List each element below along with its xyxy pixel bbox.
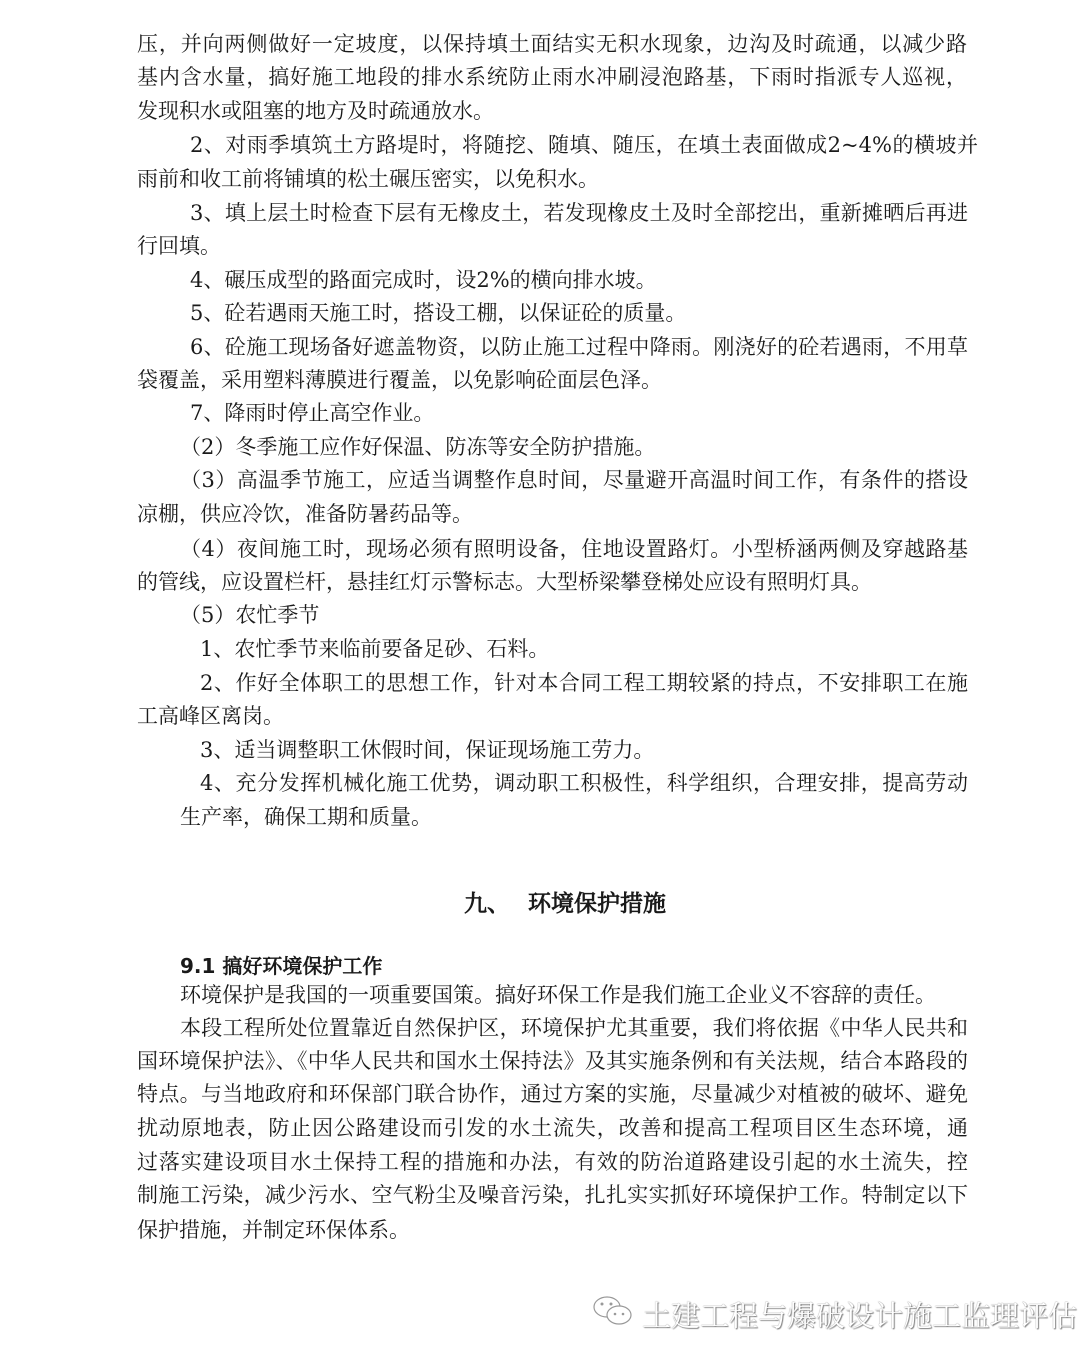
paragraph-line: 的管线，应设置栏杆，悬挂红灯示警标志。大型桥梁攀登梯处应设有照明灯具。	[137, 570, 872, 594]
paragraph-line: 本段工程所处位置靠近自然保护区，环境保护尤其重要，我们将依据《中华人民共和	[180, 1016, 968, 1040]
paragraph-line: 雨前和收工前将铺填的松土碾压密实，以免积水。	[137, 167, 599, 191]
paragraph-line: （5）农忙季节	[180, 603, 320, 627]
paragraph-line: 生产率，确保工期和质量。	[180, 805, 432, 829]
section-heading: 九、 环境保护措施	[463, 891, 666, 917]
paragraph-line: 发现积水或阻塞的地方及时疏通放水。	[137, 99, 494, 123]
paragraph-line: 工高峰区离岗。	[137, 704, 284, 728]
paragraph-line: 行回填。	[137, 234, 221, 258]
paragraph-line: 特点。与当地政府和环保部门联合协作，通过方案的实施，尽量减少对植被的破坏、避免	[137, 1082, 968, 1106]
paragraph-line: （2）冬季施工应作好保温、防冻等安全防护措施。	[180, 435, 656, 459]
watermark	[592, 1294, 1077, 1335]
paragraph-line: 7、降雨时停止高空作业。	[190, 401, 435, 425]
paragraph-line: 环境保护是我国的一项重要国策。搞好环保工作是我们施工企业义不容辞的责任。	[180, 983, 936, 1007]
paragraph-line: 4、充分发挥机械化施工优势，调动职工积极性，科学组织，合理安排，提高劳动	[200, 771, 968, 795]
paragraph-line: 凉棚，供应冷饮，准备防暑药品等。	[137, 502, 473, 526]
paragraph-line: 5、砼若遇雨天施工时，搭设工棚，以保证砼的质量。	[190, 301, 687, 325]
paragraph-line: 基内含水量，搞好施工地段的排水系统防止雨水冲刷浸泡路基，下雨时指派专人巡视，	[137, 65, 967, 89]
wechat-icon	[592, 1294, 634, 1335]
paragraph-line: 保护措施，并制定环保体系。	[137, 1218, 410, 1242]
paragraph-line: 过落实建设项目水土保持工程的措施和办法，有效的防治道路建设引起的水土流失，控	[137, 1150, 968, 1174]
paragraph-line: 制施工污染，减少污水、空气粉尘及噪音污染，扎扎实实抓好环境保护工作。特制定以下	[137, 1183, 968, 1207]
paragraph-line: 扰动原地表，防止因公路建设而引发的水土流失，改善和提高工程项目区生态环境，通	[137, 1116, 968, 1140]
paragraph-line: （3）高温季节施工，应适当调整作息时间，尽量避开高温时间工作，有条件的搭设	[180, 468, 968, 492]
paragraph-line: 3、适当调整职工休假时间，保证现场施工劳力。	[200, 738, 655, 762]
paragraph-line: 1、农忙季节来临前要备足砂、石料。	[200, 637, 550, 661]
watermark-text: 土建工程与爆破设计施工监理评估	[642, 1299, 1078, 1333]
paragraph-line: 4、碾压成型的路面完成时，设2%的横向排水坡。	[190, 268, 657, 292]
paragraph-line: 2、作好全体职工的思想工作，针对本合同工程工期较紧的持点，不安排职工在施	[200, 671, 968, 695]
paragraph-line: 袋覆盖，采用塑料薄膜进行覆盖，以免影响砼面层色泽。	[137, 368, 662, 392]
paragraph-line: 6、砼施工现场备好遮盖物资，以防止施工过程中降雨。刚浇好的砼若遇雨，不用草	[190, 335, 968, 359]
paragraph-line: （4）夜间施工时，现场必须有照明设备，住地设置路灯。小型桥涵两侧及穿越路基	[180, 537, 968, 561]
subsection-heading: 9.1 搞好环境保护工作	[180, 954, 383, 978]
paragraph-line: 3、填上层土时检查下层有无橡皮土，若发现橡皮土及时全部挖出，重新摊晒后再进	[190, 201, 968, 225]
paragraph-line: 压，并向两侧做好一定坡度，以保持填土面结实无积水现象，边沟及时疏通，以减少路	[137, 32, 967, 56]
paragraph-line: 2、对雨季填筑土方路堤时，将随挖、随填、随压，在填土表面做成2~4%的横坡并	[190, 133, 978, 157]
paragraph-line: 国环境保护法》、《中华人民共和国水土保持法》及其实施条例和有关法规，结合本路段的	[137, 1049, 968, 1073]
